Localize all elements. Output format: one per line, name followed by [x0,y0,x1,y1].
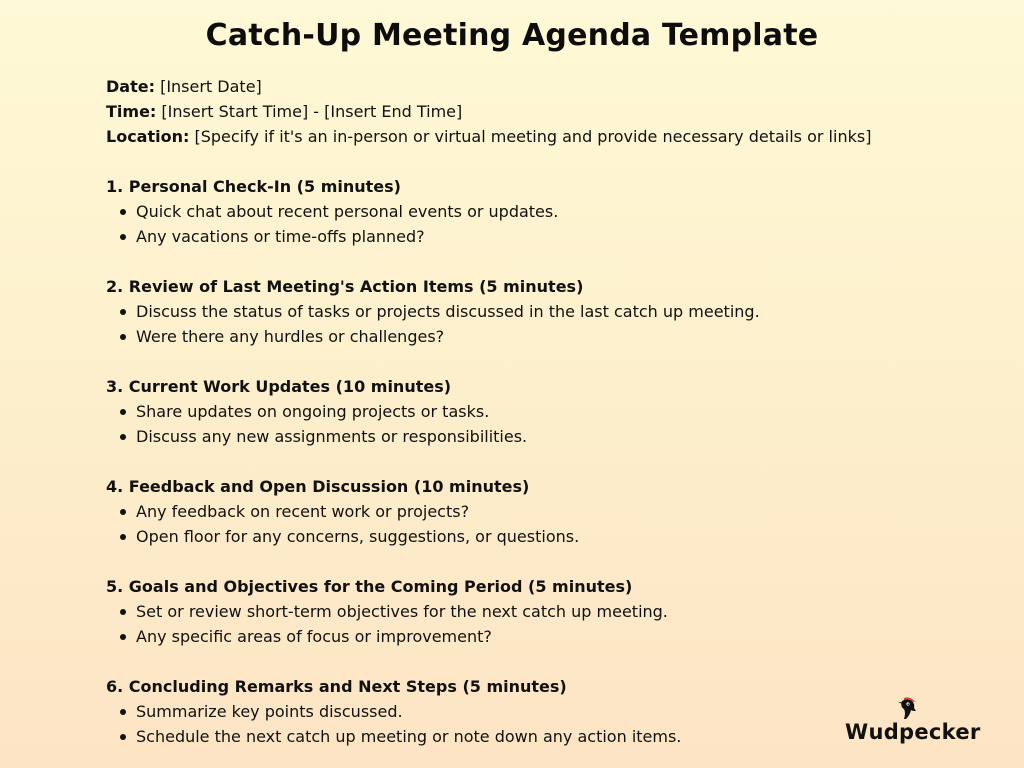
agenda-section-work-updates [106,374,966,449]
meeting-details [106,74,966,149]
agenda-section-concluding-remarks [106,674,966,749]
brand-name: Wudpecker [845,720,981,744]
bullet-list [106,699,966,749]
section-heading: 4. Feedback and Open Discussion (10 minutes) [106,477,530,496]
bullet-item: Summarize key points discussed. [106,699,966,724]
date-value: [Insert Date] [154,77,262,96]
page-title: Catch-Up Meeting Agenda Template [205,18,819,53]
bullet-list [106,499,966,549]
agenda-section-action-items-review [106,274,966,349]
bullet-item: Were there any hurdles or challenges? [106,324,966,349]
bullet-list [106,299,966,349]
bullet-item: Schedule the next catch up meeting or note down any action items. [106,724,966,749]
agenda-section-goals [106,574,966,649]
bullet-item: Discuss the status of tasks or projects discussed in the last catch up meeting. [106,299,966,324]
time-value: [Insert Start Time] - [Insert End Time] [156,102,463,121]
bullet-item: Open floor for any concerns, suggestions, or questions. [106,524,966,549]
agenda-content [106,74,966,749]
bullet-list [106,399,966,449]
date-label: Date: [106,77,155,96]
location-label: Location: [106,127,190,146]
bullet-item: Any vacations or time-offs planned? [106,224,966,249]
time-label: Time: [106,102,157,121]
section-heading: 3. Current Work Updates (10 minutes) [106,377,452,396]
bullet-item: Any specific areas of focus or improvement? [106,624,966,649]
section-heading: 5. Goals and Objectives for the Coming Period (5 minutes) [106,577,633,596]
wudpecker-logo [845,696,995,748]
woodpecker-bird-icon [895,696,921,720]
bullet-list [106,199,966,249]
section-heading: 2. Review of Last Meeting's Action Items (5 minutes) [106,277,584,296]
section-heading: 1. Personal Check-In (5 minutes) [106,177,401,196]
location-value: [Specify if it's an in-person or virtual meeting and provide necessary details or links] [189,127,872,146]
bullet-item: Share updates on ongoing projects or tasks. [106,399,966,424]
agenda-section-feedback [106,474,966,549]
bullet-item: Set or review short-term objectives for the next catch up meeting. [106,599,966,624]
time-line [106,99,966,124]
bullet-item: Discuss any new assignments or responsibilities. [106,424,966,449]
bullet-item: Any feedback on recent work or projects? [106,499,966,524]
section-heading: 6. Concluding Remarks and Next Steps (5 minutes) [106,677,567,696]
location-line [106,124,966,149]
bullet-list [106,599,966,649]
date-line [106,74,966,99]
bullet-item: Quick chat about recent personal events or updates. [106,199,966,224]
agenda-section-personal-check-in [106,174,966,249]
